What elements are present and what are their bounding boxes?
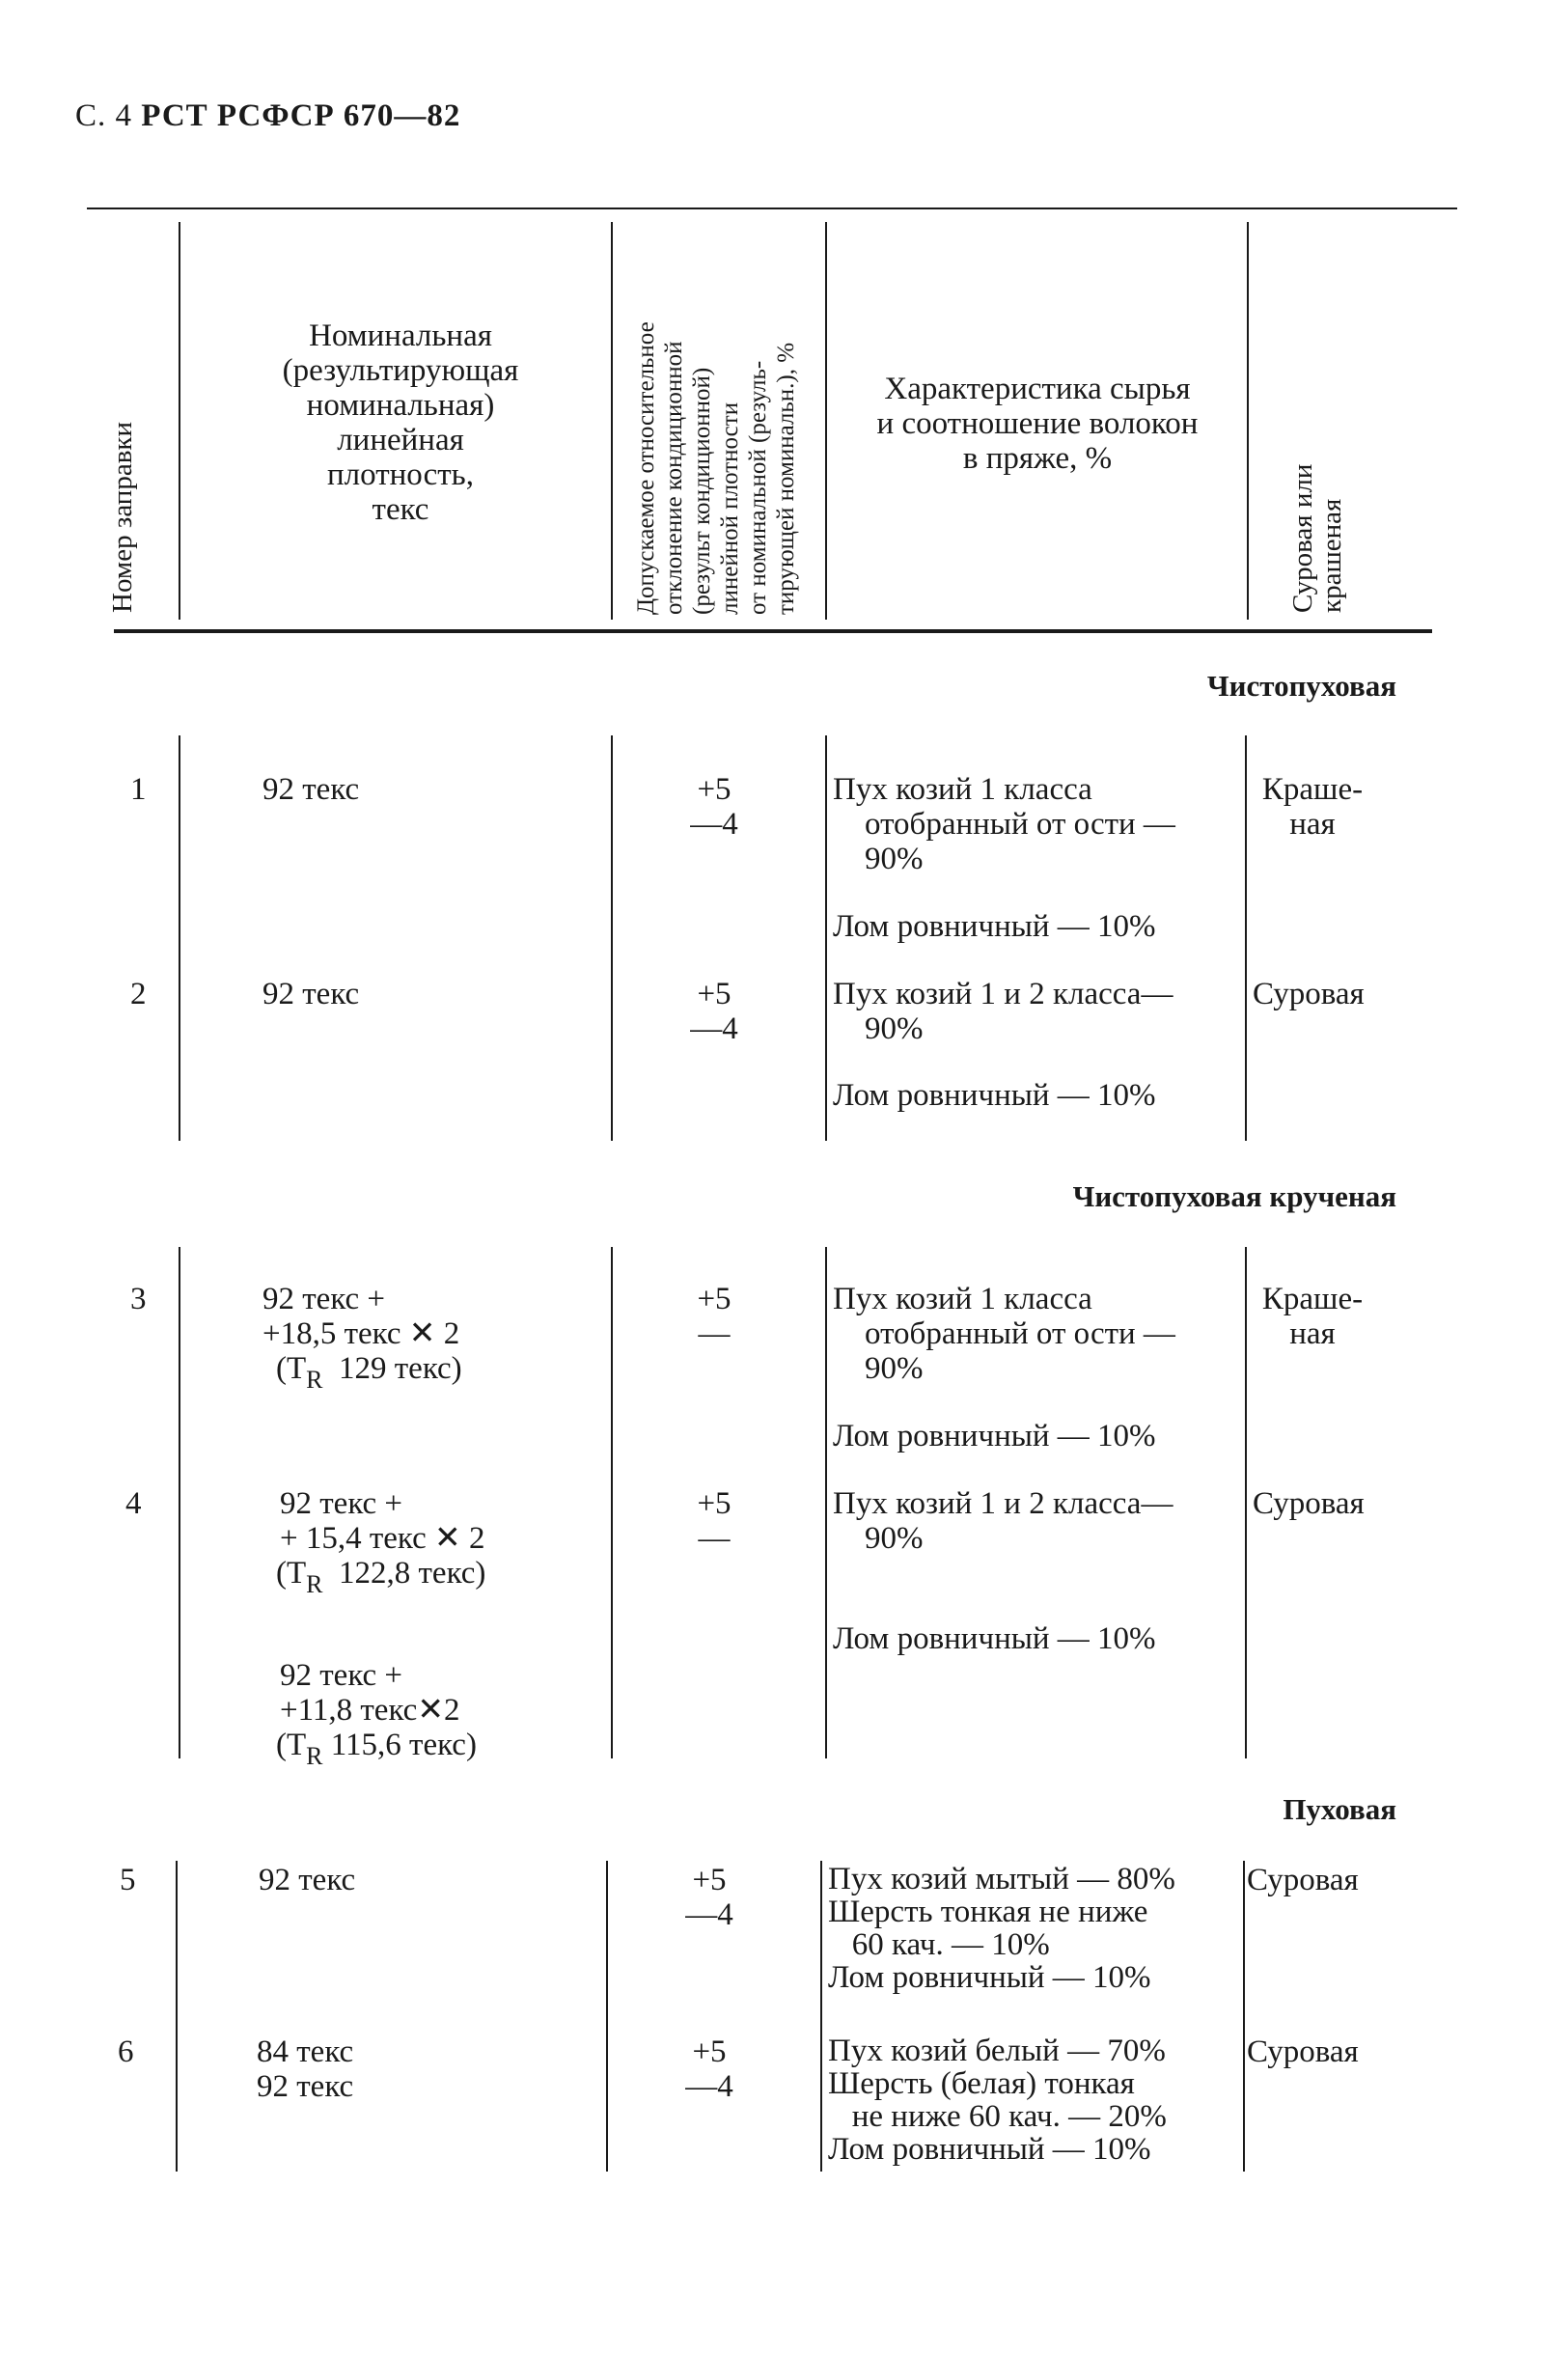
row-5-type: Суровая bbox=[1247, 1863, 1359, 1897]
row-line bbox=[1243, 1861, 1245, 2172]
row-5-fiber: Пух козий мытый — 80% Шерсть тонкая не ниже 60 кач. — 10% Лом ровничный — 10% bbox=[828, 1862, 1175, 1995]
row-3-number: 3 bbox=[130, 1282, 147, 1316]
row-3-density-b: ($T_R$ 129 текс) bbox=[276, 1351, 462, 1394]
row-2-tolerance: +5 —4 bbox=[690, 977, 738, 1046]
row-6-fiber: Пух козий белый — 70% Шерсть (белая) тонкая не ниже 60 кач. — 20% Лом ровничный — 10% bbox=[828, 2034, 1167, 2167]
header-bottom-rule bbox=[114, 629, 1432, 633]
row-4-fiber-a: Пух козий 1 и 2 класса— 90% bbox=[833, 1486, 1173, 1556]
row-6-density: 84 текс 92 текс bbox=[257, 2034, 354, 2104]
row-4-density2-a: 92 текс + +11,8 текс✕2 bbox=[280, 1658, 460, 1728]
row-1-number: 1 bbox=[130, 772, 147, 807]
row-1-fiber-b: Лом ровничный — 10% bbox=[833, 909, 1156, 944]
row-line bbox=[820, 1861, 822, 2172]
row-6-tolerance: +5 —4 bbox=[685, 2034, 733, 2104]
row-4-number: 4 bbox=[125, 1486, 142, 1521]
row-4-density-b: ($T_R$ 122,8 текс) bbox=[276, 1556, 486, 1598]
row-1-type: Краше- ная bbox=[1261, 772, 1364, 842]
row-4-tolerance: +5 — bbox=[697, 1486, 732, 1556]
row-line bbox=[611, 735, 613, 1141]
header-density: Номинальная (результирующая номинальная) линейная плотность, текс bbox=[282, 318, 519, 527]
header-number: Номер заправки bbox=[107, 421, 138, 613]
header-divider-4 bbox=[1247, 222, 1249, 620]
row-3-fiber-b: Лом ровничный — 10% bbox=[833, 1419, 1156, 1453]
row-3-tolerance: +5 — bbox=[697, 1282, 732, 1351]
page-header bbox=[75, 98, 460, 134]
row-4-density-a: 92 текс + + 15,4 текс ✕ 2 bbox=[280, 1486, 485, 1556]
header-divider-3 bbox=[825, 222, 827, 620]
row-1-tolerance: +5 —4 bbox=[690, 772, 738, 842]
header-divider-1 bbox=[179, 222, 180, 620]
header-divider-2 bbox=[611, 222, 613, 620]
row-4-fiber-b: Лом ровничный — 10% bbox=[833, 1621, 1156, 1656]
row-line bbox=[179, 1247, 180, 1758]
row-1-density: 92 текс bbox=[262, 772, 360, 807]
section-title-pure-down-twisted: Чистопуховая крученая bbox=[1072, 1179, 1396, 1213]
row-1-fiber-a: Пух козий 1 класса отобранный от ости — 90% bbox=[833, 772, 1175, 876]
row-line bbox=[176, 1861, 178, 2172]
row-3-type: Краше- ная bbox=[1261, 1282, 1364, 1351]
row-3-fiber-a: Пух козий 1 класса отобранный от ости — 90% bbox=[833, 1282, 1175, 1386]
row-line bbox=[606, 1861, 608, 2172]
row-line bbox=[1245, 1247, 1247, 1758]
header-fiber: Характеристика сырья и соотношение волокон в пряже, % bbox=[876, 372, 1199, 476]
row-2-fiber-b: Лом ровничный — 10% bbox=[833, 1078, 1156, 1113]
page-number: С. 4 bbox=[75, 98, 133, 133]
header-type: Суровая или крашеная bbox=[1287, 463, 1347, 613]
row-5-tolerance: +5 —4 bbox=[685, 1863, 733, 1932]
row-line bbox=[825, 735, 827, 1141]
row-5-density: 92 текс bbox=[259, 1863, 356, 1897]
standard-code: РСТ РСФСР 670—82 bbox=[141, 98, 461, 133]
row-2-number: 2 bbox=[130, 977, 147, 1011]
row-line bbox=[179, 735, 180, 1141]
row-2-density: 92 текс bbox=[262, 977, 360, 1011]
row-6-type: Суровая bbox=[1247, 2034, 1359, 2069]
section-title-down: Пуховая bbox=[1283, 1792, 1396, 1826]
row-5-number: 5 bbox=[120, 1863, 136, 1897]
top-rule bbox=[87, 208, 1457, 209]
row-6-number: 6 bbox=[118, 2034, 134, 2069]
row-line bbox=[611, 1247, 613, 1758]
section-title-pure-down: Чистопуховая bbox=[1206, 669, 1396, 703]
header-tolerance: Допускаемое относительное отклонение кондиционной (результ кондиционной) линейной плотности от номинальной (резуль- тирующей номинальн.), % bbox=[633, 321, 799, 615]
row-2-fiber-a: Пух козий 1 и 2 класса— 90% bbox=[833, 977, 1173, 1046]
row-3-density-a: 92 текс + +18,5 текс ✕ 2 bbox=[262, 1282, 460, 1351]
row-line bbox=[1245, 735, 1247, 1141]
row-4-type: Суровая bbox=[1253, 1486, 1365, 1521]
row-2-type: Суровая bbox=[1253, 977, 1365, 1011]
row-line bbox=[825, 1247, 827, 1758]
row-4-density2-b: ($T_R$ 115,6 текс) bbox=[276, 1728, 477, 1770]
